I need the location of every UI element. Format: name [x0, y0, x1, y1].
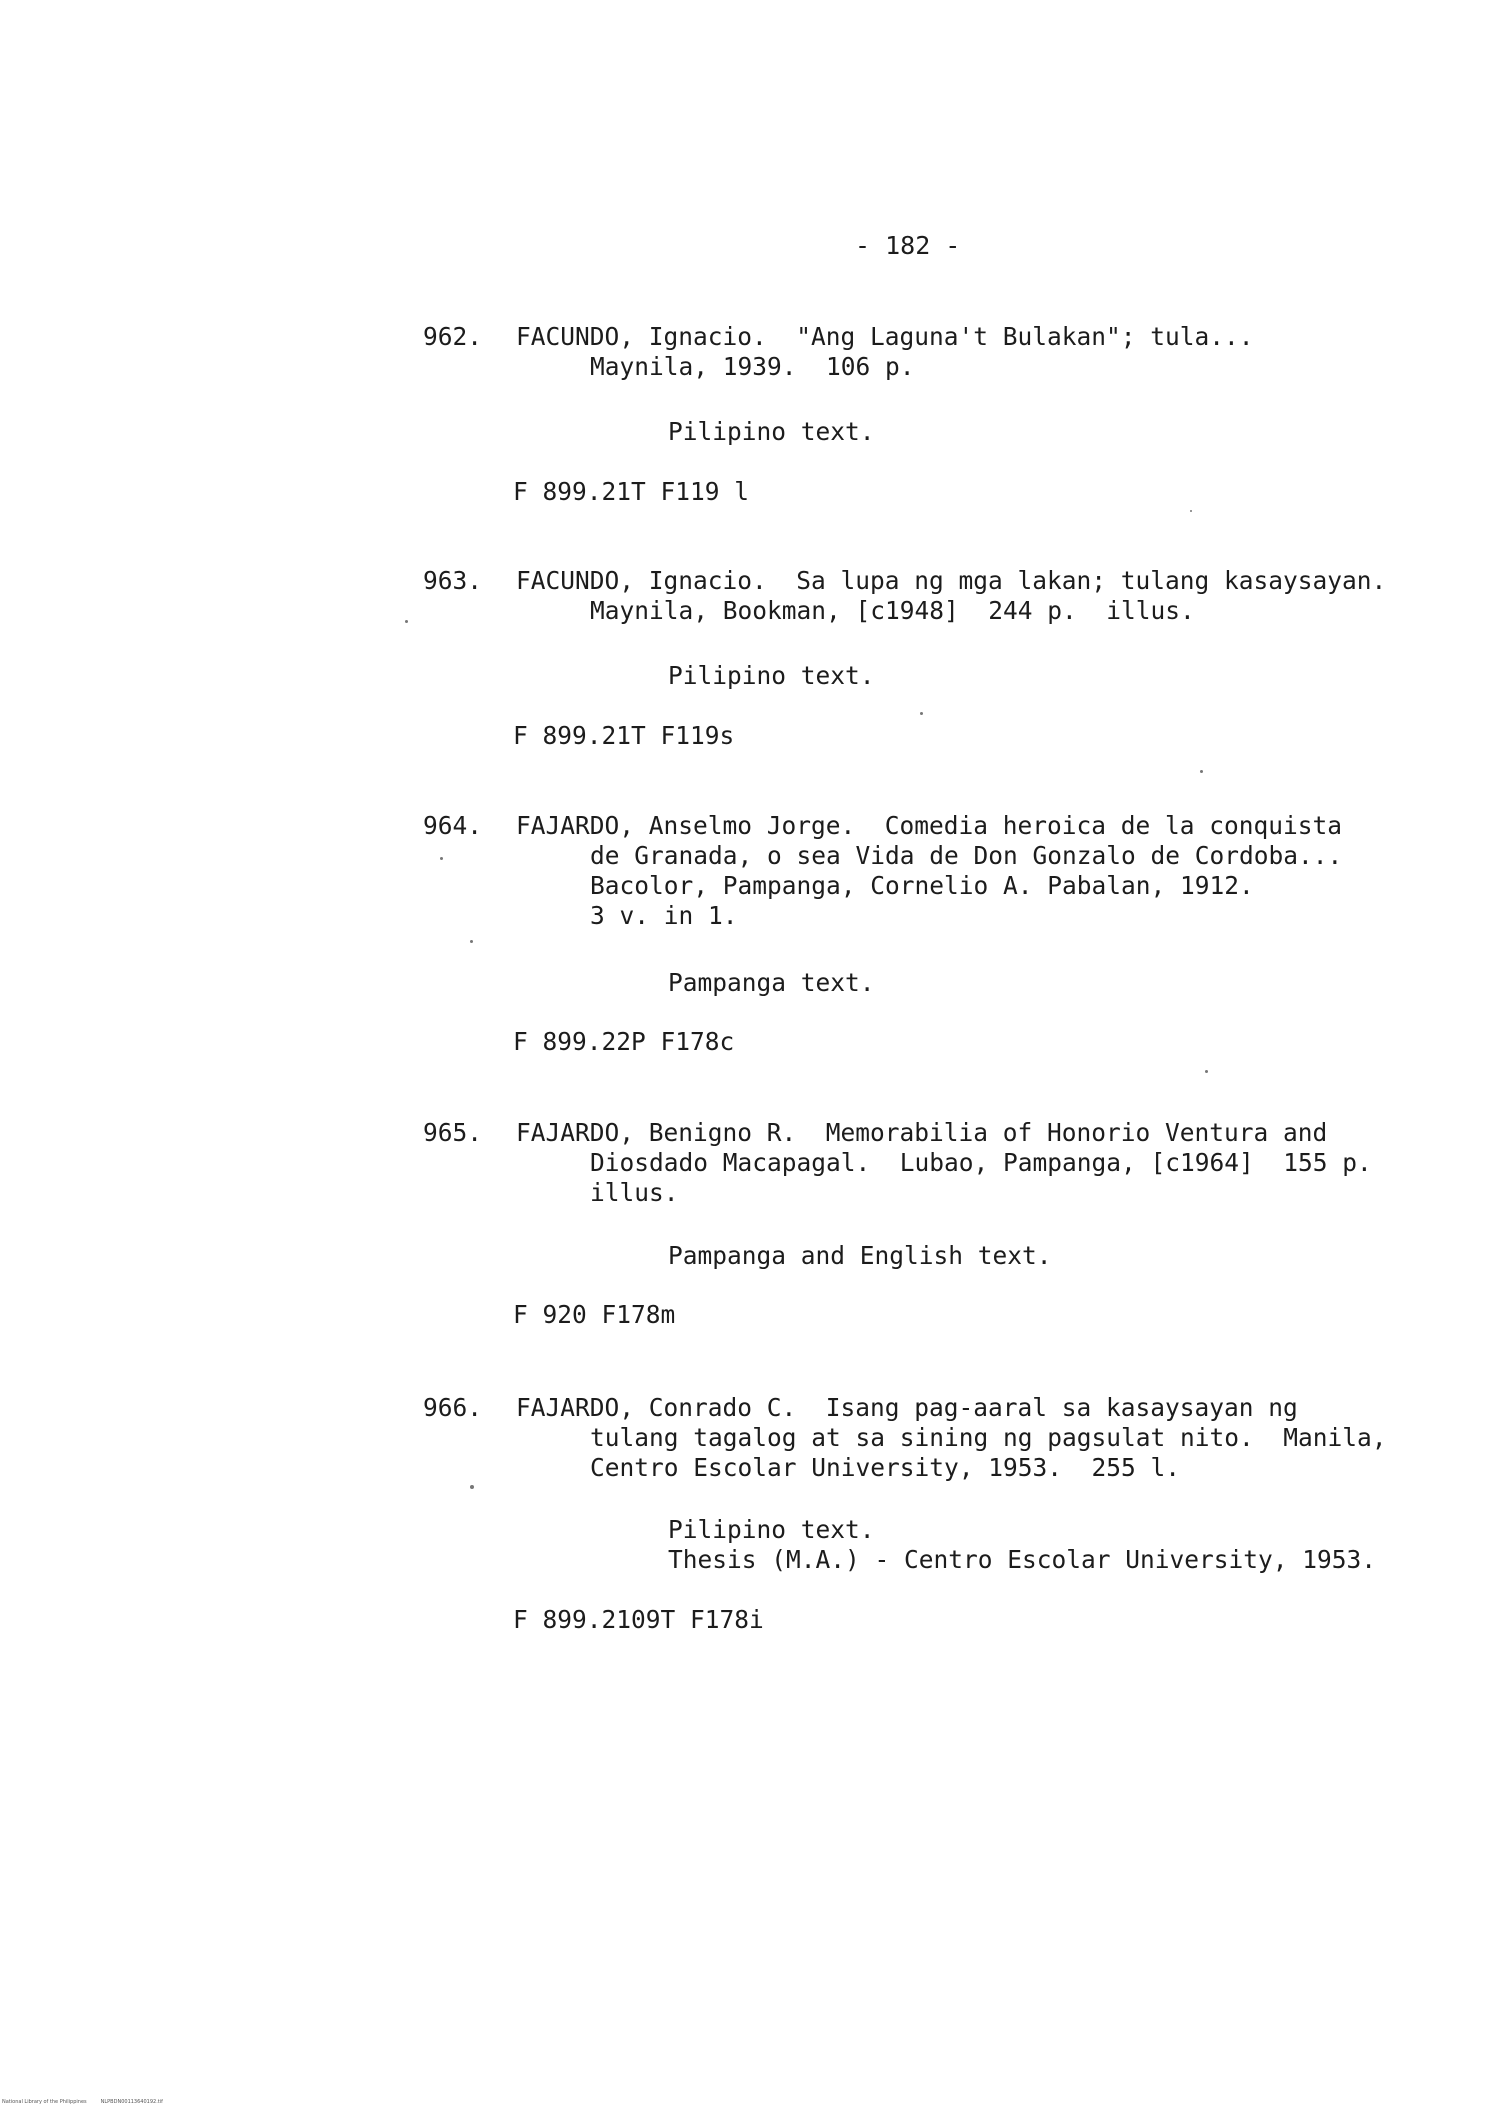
entry-line: Maynila, 1939. 106 p.: [590, 352, 915, 381]
entry-description: [516, 566, 1436, 626]
entry-number: 963.: [423, 566, 483, 595]
page-number: - 182 -: [855, 231, 961, 260]
entry-description: [516, 1118, 1436, 1208]
footer-file-id: NLPBDN00113640192.tif: [100, 2099, 163, 2105]
entry-note: Pilipino text.: [668, 1515, 875, 1544]
scan-speck: [405, 620, 408, 623]
call-number: F 920 F178m: [513, 1300, 676, 1329]
entry-description: [516, 1393, 1436, 1483]
call-number: F 899.22P F178c: [513, 1027, 735, 1056]
scan-speck: [440, 857, 443, 860]
entry-number: 965.: [423, 1118, 483, 1147]
entry-number: 962.: [423, 322, 483, 351]
entry-note: Pilipino text.: [668, 661, 875, 690]
entry-line: 3 v. in 1.: [590, 901, 738, 930]
entry-note: Thesis (M.A.) - Centro Escolar University, 1953.: [668, 1545, 1377, 1574]
scan-speck: [470, 940, 473, 943]
entry-line: Bacolor, Pampanga, Cornelio A. Pabalan, 1912.: [590, 871, 1254, 900]
entry-line: Diosdado Macapagal. Lubao, Pampanga, [c1964] 155 p.: [590, 1148, 1372, 1177]
scan-speck: [1190, 510, 1192, 512]
entry-line: FAJARDO, Anselmo Jorge. Comedia heroica de la conquista: [516, 811, 1343, 840]
footer-library: National Library of the Philippines: [2, 2099, 87, 2105]
entry-number: 964.: [423, 811, 483, 840]
entry-line: illus.: [590, 1178, 679, 1207]
entry-description: [516, 322, 1436, 382]
entry-line: FACUNDO, Ignacio. "Ang Laguna't Bulakan"; tula...: [516, 322, 1254, 351]
call-number: F 899.21T F119s: [513, 721, 735, 750]
entry-number: 966.: [423, 1393, 483, 1422]
entry-line: FACUNDO, Ignacio. Sa lupa ng mga lakan; tulang kasaysayan.: [516, 566, 1387, 595]
entry-line: Maynila, Bookman, [c1948] 244 p. illus.: [590, 596, 1195, 625]
entry-line: tulang tagalog at sa sining ng pagsulat nito. Manila,: [590, 1423, 1387, 1452]
entry-note: Pilipino text.: [668, 417, 875, 446]
scan-speck: [1205, 1070, 1208, 1073]
entry-line: de Granada, o sea Vida de Don Gonzalo de Cordoba...: [590, 841, 1343, 870]
footer: [2, 2099, 177, 2105]
entry-note: Pampanga and English text.: [668, 1241, 1052, 1270]
call-number: F 899.21T F119 l: [513, 477, 750, 506]
entry-line: FAJARDO, Benigno R. Memorabilia of Honorio Ventura and: [516, 1118, 1328, 1147]
scan-speck: [920, 712, 923, 715]
entry-description: [516, 811, 1436, 931]
entry-note: Pampanga text.: [668, 968, 875, 997]
scan-speck: [470, 1485, 474, 1489]
entry-line: Centro Escolar University, 1953. 255 l.: [590, 1453, 1181, 1482]
entry-line: FAJARDO, Conrado C. Isang pag-aaral sa kasaysayan ng: [516, 1393, 1298, 1422]
scan-speck: [1200, 770, 1203, 773]
call-number: F 899.2109T F178i: [513, 1605, 764, 1634]
